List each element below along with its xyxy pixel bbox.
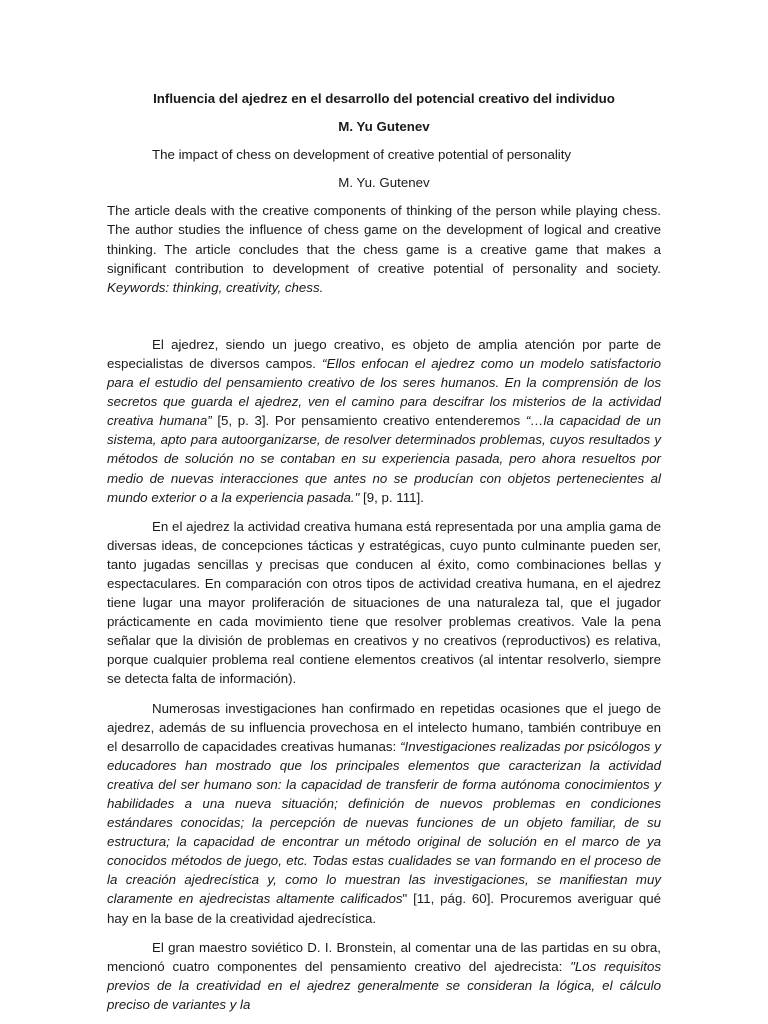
section-spacer: [107, 297, 661, 335]
abstract-text: The article deals with the creative components of thinking of the person while playing chess. The author studies the influence of chess game on the development of logical and creative thinking. The article concludes that the chess game is a creative game that makes a significant contribution to development of creative potential of personality and society.: [107, 203, 661, 276]
p3-text-b: " [11, pág. 60]. Procuremos averiguar qué hay en la base de la creatividad ajedrecística.: [107, 891, 662, 926]
author-english: M. Yu. Gutenev: [338, 175, 430, 191]
p1-text-b: [5, p. 3]. Por pensamiento creativo entenderemos: [211, 413, 526, 429]
paragraph-2: En el ajedrez la actividad creativa humana está representada por una amplia gama de diversas ideas, de concepciones tácticas y estratégicas, cuyo punto culminante pueden ser, tanto jugadas sencillas y precisas que conducen al éxito, como combinaciones bellas y espectaculares. En comparación con otros tipos de actividad creativa humana, en el ajedrez tiene lugar una mayor proliferación de situaciones de una naturaleza tal, que el jugador prácticamente en cada movimiento tiene que resolver problemas creativos. Vale la pena señalar que la división de problemas en creativos y no creativos (reproductivos) es relativa, porque cualquier problema real contiene elementos creativos (al intentar resolverlo, siempre se detecta falta de información).: [107, 518, 661, 687]
author-spanish: M. Yu Gutenev: [338, 119, 430, 135]
title-spanish: Influencia del ajedrez en el desarrollo del potencial creativo del individuo: [153, 91, 615, 106]
p4-text-a: El gran maestro soviético D. I. Bronstein, al comentar una de las partidas en su obra, mencionó cuatro componentes del pensamiento creativo del ajedrecista:: [107, 939, 661, 974]
abstract: [107, 201, 661, 296]
p3-text-a: Numerosas investigaciones han confirmado en repetidas ocasiones que el juego de ajedrez, además de su influencia provechosa en el intelecto humano, también contribuye en el desarrollo de capacidades creativas humanas:: [107, 700, 661, 754]
paragraph-1: [107, 335, 661, 507]
paragraph-4: [107, 938, 661, 1014]
p1-quote-1: “Ellos enfocan el ajedrez como un modelo satisfactorio para el estudio del pensamiento creativo de los seres humanos. En la comprensión de los secretos que guarda el ajedrez, ven el camino para descifrar los misterios de la actividad creativa humana”: [107, 355, 662, 429]
title-english: The impact of chess on development of creative potential of personality: [152, 147, 572, 163]
paragraph-3: [107, 699, 661, 928]
p1-quote-2: “…la capacidad de un sistema, apto para autoorganizarse, de resolver determinados problemas, cuyos resultados y métodos de solución no se contaban en su experiencia pasada, pero ahora resueltos por medio de nuevas interacciones que antes no se producían con objetos pertenecientes al mundo exterior o a la experiencia pasada.": [107, 413, 662, 505]
p1-text-a: El ajedrez, siendo un juego creativo, es objeto de amplia atención por parte de especialistas de diversos campos.: [107, 336, 661, 371]
abstract-keywords: Keywords: thinking, creativity, chess.: [107, 279, 324, 295]
p1-citation: [9, p. 111].: [359, 489, 424, 505]
p4-quote: "Los requisitos previos de la creatividad en el ajedrez generalmente se consideran la lógica, el cálculo preciso de variantes y la: [107, 958, 662, 1012]
p3-quote: “Investigaciones realizadas por psicólogos y educadores han mostrado que los principales elementos que caracterizan la actividad creativa del ser humano son: la capacidad de transferir de forma autónoma conocimientos y habilidades a una nueva situación; definición de nuevos problemas en condiciones estándares conocidas; la percepción de nuevas funciones de un objeto familiar, de su estructura; la capacidad de encontrar un método original de solución en el marco de ya conocidos métodos de juego, etc. Todas estas cualidades se van formando en el proceso de la creación ajedrecística y, como lo muestran las investigaciones, se manifiestan muy claramente en ajedrecistas altamente calificados: [107, 738, 661, 907]
